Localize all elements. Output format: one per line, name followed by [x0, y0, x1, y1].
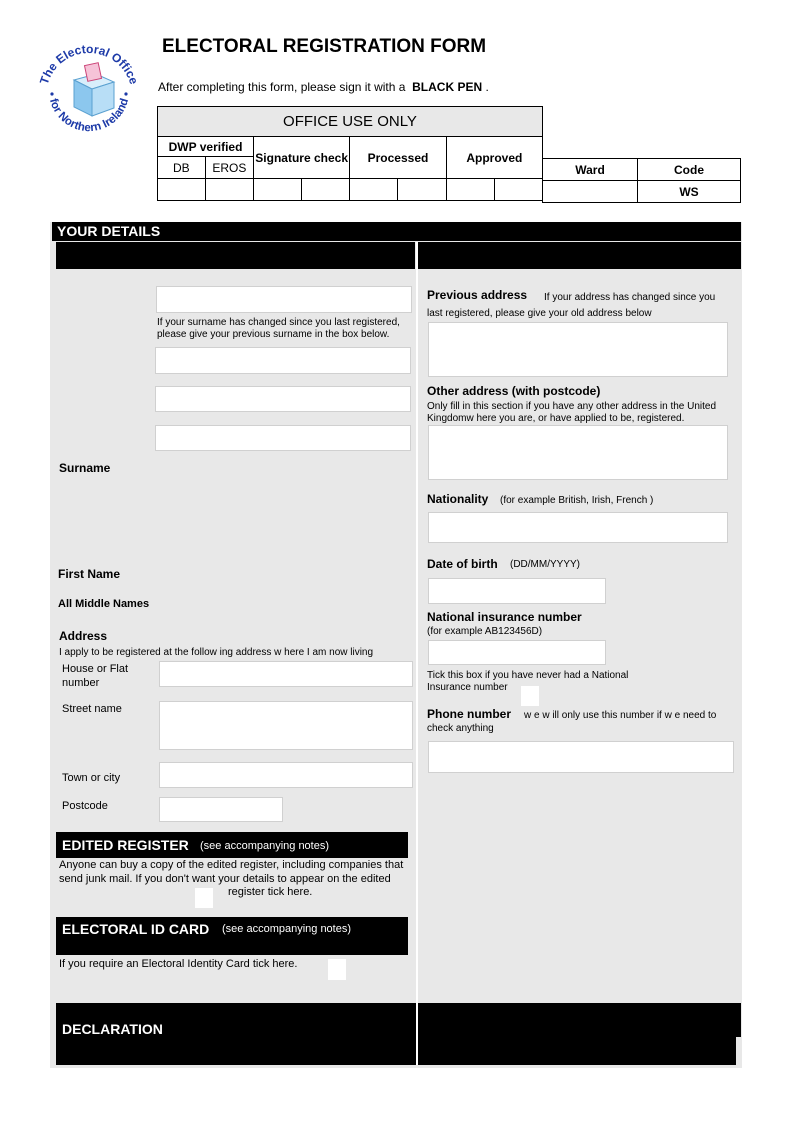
house-number-input[interactable]	[159, 661, 413, 687]
edited-register-header	[56, 832, 408, 858]
ni-note: (for example AB123456D)	[427, 626, 543, 637]
declaration-header	[56, 1003, 416, 1065]
office-use-table	[157, 106, 543, 201]
office-use-title: OFFICE USE ONLY	[158, 107, 543, 137]
previous-address-note: If your address has changed since you last registered, please give your old address below	[427, 292, 716, 319]
ni-tick-text: Tick this box if you have never had a National Insurance number	[427, 670, 629, 693]
dob-note: (DD/MM/YYYY)	[510, 559, 580, 570]
id-card-note: (see accompanying notes)	[222, 923, 352, 935]
middle-names-label: All Middle Names	[58, 598, 150, 610]
left-column-bar	[56, 242, 415, 269]
form-title: ELECTORAL REGISTRATION FORM	[162, 36, 487, 57]
office-cell	[446, 179, 494, 201]
office-cell	[494, 179, 542, 201]
signature-check-header: Signature check	[254, 137, 350, 179]
surname-change-note: If your surname has changed since you last registered, please give your previous surname in the box below.	[157, 317, 400, 340]
svg-text:for Northern Ireland: for Northern Ireland	[46, 97, 132, 135]
other-address-note: Only fill in this section if you have any other address in the United Kingdomw here you are, or have applied to be, registered.	[427, 401, 717, 424]
period: .	[485, 80, 489, 94]
right-column-bar	[418, 242, 741, 269]
other-address-label: Other address (with postcode)	[427, 384, 601, 398]
street-label: Street name	[62, 703, 122, 715]
id-card-text: If you require an Electoral Identity Card tick here.	[59, 958, 298, 970]
surname-input[interactable]	[156, 286, 412, 313]
ni-label: National insurance number	[427, 610, 582, 624]
surname-label: Surname	[59, 461, 111, 475]
dwp-verified-header: DWP verified	[158, 137, 254, 157]
phone-label: Phone number	[427, 707, 512, 721]
no-ni-checkbox[interactable]	[521, 686, 539, 706]
street-name-input[interactable]	[159, 701, 413, 750]
your-details-title: YOUR DETAILS	[57, 223, 161, 239]
phone-input[interactable]	[428, 741, 734, 773]
address-note: I apply to be registered at the follow ing address w here I am now living	[59, 647, 374, 658]
declaration-title: DECLARATION	[62, 1021, 163, 1037]
dob-input[interactable]	[428, 578, 606, 604]
code-value: WS	[638, 181, 741, 203]
first-name-input[interactable]	[155, 386, 411, 412]
town-input[interactable]	[159, 762, 413, 788]
ward-code-table	[542, 158, 741, 203]
previous-surname-input[interactable]	[155, 347, 411, 374]
id-card-header	[56, 917, 408, 955]
office-cell	[350, 179, 398, 201]
phone-note: w e w ill only use this number if w e need to check anything	[427, 710, 717, 734]
black-pen-text: BLACK PEN	[412, 80, 483, 94]
edited-register-tick-text: register tick here.	[228, 886, 313, 898]
office-cell	[398, 179, 446, 201]
approved-header: Approved	[446, 137, 542, 179]
other-address-input[interactable]	[428, 425, 728, 480]
edited-register-text: Anyone can buy a copy of the edited register, including companies that send junk mail. If you don't want your details to appear on the edited	[59, 859, 404, 885]
postcode-input[interactable]	[159, 797, 283, 822]
ward-cell	[543, 181, 638, 203]
previous-address-input[interactable]	[428, 322, 728, 377]
nationality-input[interactable]	[428, 512, 728, 543]
edited-register-title: EDITED REGISTER	[62, 837, 189, 853]
edited-register-checkbox[interactable]	[195, 888, 213, 908]
id-card-checkbox[interactable]	[328, 959, 346, 980]
address-label: Address	[59, 629, 108, 643]
electoral-office-logo	[34, 38, 144, 138]
eros-header: EROS	[205, 157, 253, 179]
your-details-header	[52, 222, 741, 241]
sign-instruction	[158, 80, 489, 94]
office-cell	[205, 179, 253, 201]
office-cell	[254, 179, 302, 201]
declaration-right-bar-lower	[418, 1037, 736, 1065]
first-name-label: First Name	[58, 567, 121, 581]
declaration-right-bar	[418, 1003, 741, 1037]
code-header: Code	[638, 159, 741, 181]
office-cell	[158, 179, 206, 201]
db-header: DB	[158, 157, 206, 179]
id-card-title: ELECTORAL ID CARD	[62, 921, 210, 937]
postcode-label: Postcode	[62, 800, 108, 812]
middle-names-input[interactable]	[155, 425, 411, 451]
house-label: House or Flat number	[62, 663, 129, 689]
edited-register-note: (see accompanying notes)	[200, 840, 330, 852]
dob-label: Date of birth	[427, 557, 498, 571]
svg-text:The Electoral Office: The Electoral Office	[36, 41, 142, 87]
ward-header: Ward	[543, 159, 638, 181]
town-label: Town or city	[62, 772, 121, 784]
office-cell	[302, 179, 350, 201]
nationality-note: (for example British, Irish, French )	[500, 495, 654, 506]
nationality-label: Nationality	[427, 492, 489, 506]
previous-address-label: Previous address	[427, 288, 528, 302]
sign-instruction-text: After completing this form, please sign it with a	[158, 80, 406, 94]
ni-input[interactable]	[428, 640, 606, 665]
processed-header: Processed	[350, 137, 446, 179]
